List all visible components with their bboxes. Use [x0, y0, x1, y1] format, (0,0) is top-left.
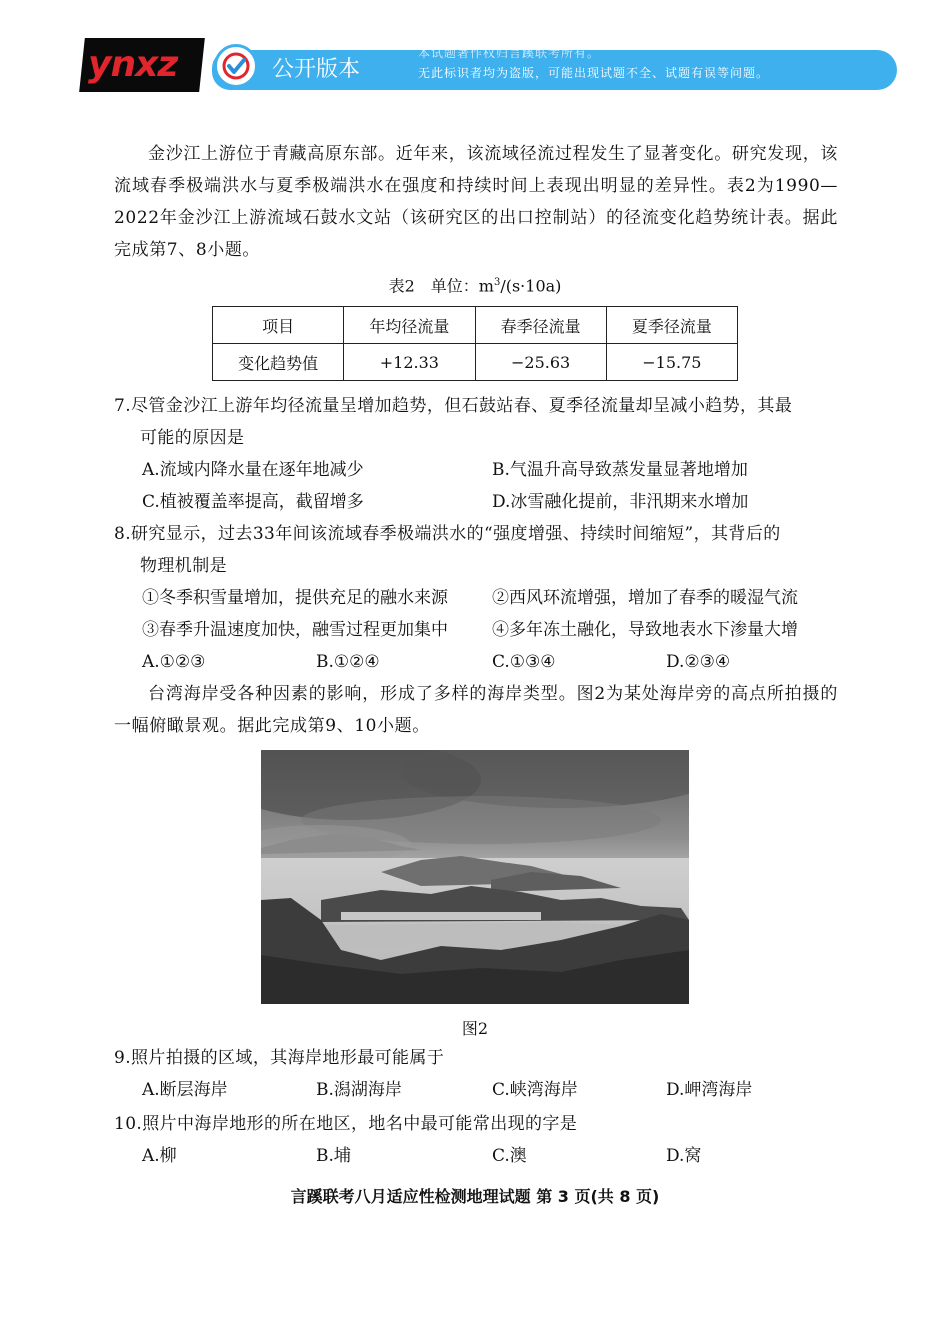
table-caption: [0, 270, 950, 299]
question-8-options: [142, 646, 842, 678]
page-footer: 言蹊联考八月适应性检测地理试题 第 3 页(共 8 页): [290, 1187, 660, 1206]
question-9: [114, 1042, 838, 1074]
runoff-trend-table: [212, 306, 738, 381]
statement-1: ①冬季积雪量增加，提供充足的融水来源: [142, 588, 448, 608]
statement-4: ④多年冻土融化，导致地表水下渗量大增: [492, 620, 798, 640]
option-b[interactable]: B.潟湖海岸: [316, 1080, 402, 1100]
table-caption-prefix: 表2 单位：m: [388, 276, 494, 296]
question-10-options: [142, 1140, 842, 1172]
question-8-stem: 8.研究显示，过去33年间该流域春季极端洪水的“强度增强、持续时间缩短”，其背后的: [114, 524, 781, 544]
option-b[interactable]: B.①②④: [316, 652, 380, 672]
table-header-cell: 春季径流量: [475, 307, 606, 344]
option-c[interactable]: C.峡湾海岸: [492, 1080, 578, 1100]
question-10-stem: 10.照片中海岸地形的所在地区，地名中最可能常出现的字是: [114, 1114, 578, 1134]
copyright-note: 本试题著作权归言蹊联考所有。: [418, 46, 601, 60]
option-a[interactable]: A.①②③: [142, 652, 206, 672]
option-a[interactable]: A.柳: [142, 1146, 177, 1166]
option-d[interactable]: D.②③④: [666, 652, 731, 672]
coastline-aerial-photo: [261, 750, 689, 1004]
check-badge-icon: [214, 44, 258, 88]
table-cell: +12.33: [344, 344, 475, 381]
option-a[interactable]: A.流域内降水量在逐年地减少: [142, 460, 364, 480]
intro-paragraph-1: 金沙江上游位于青藏高原东部。近年来，该流域径流过程发生了显著变化。研究发现，该流域春季极端洪水与夏季极端洪水在强度和持续时间上表现出明显的差异性。表2为1990—2022年金沙江上游流域石鼓水文站（该研究区的出口控制站）的径流变化趋势统计表。据此完成第7、8小题。: [114, 144, 838, 260]
question-7: [114, 390, 838, 454]
question-7-stem: 7.尽管金沙江上游年均径流量呈增加趋势，但石鼓站春、夏季径流量却呈减小趋势，其最: [114, 396, 793, 416]
question-7-stem-cont: 可能的原因是: [140, 428, 245, 448]
option-c[interactable]: C.澳: [492, 1146, 527, 1166]
option-d[interactable]: D.岬湾海岸: [666, 1080, 753, 1100]
option-b[interactable]: B.埔: [316, 1146, 351, 1166]
table-cell: 变化趋势值: [213, 344, 344, 381]
piracy-warning: 无此标识者均为盗版，可能出现试题不全、试题有误等问题。: [418, 66, 770, 80]
question-7-options-row2: [142, 486, 842, 518]
header-banner: [0, 0, 950, 100]
intro-paragraph-2: 台湾海岸受各种因素的影响，形成了多样的海岸类型。图2为某处海岸旁的高点所拍摄的一幅俯瞰景观。据此完成第9、10小题。: [114, 684, 838, 736]
option-d[interactable]: D.冰雪融化提前，非汛期来水增加: [492, 492, 749, 512]
question-9-options: [142, 1074, 842, 1106]
option-a[interactable]: A.断层海岸: [142, 1080, 228, 1100]
table-cell: −25.63: [475, 344, 606, 381]
question-8: [114, 518, 838, 582]
question-8-statements-row2: [142, 614, 842, 646]
table-caption-sup: 3: [493, 277, 501, 288]
option-c[interactable]: C.植被覆盖率提高，截留增多: [142, 492, 364, 512]
question-8-stem-cont: 物理机制是: [140, 556, 227, 576]
question-9-stem: 9.照片拍摄的区域，其海岸地形最可能属于: [114, 1048, 445, 1068]
figure-caption: 图2: [461, 1019, 489, 1038]
statement-3: ③春季升温速度加快，融雪过程更加集中: [142, 620, 448, 640]
table-header-cell: 年均径流量: [344, 307, 475, 344]
table-header-row: [213, 307, 738, 344]
table-cell: −15.75: [606, 344, 737, 381]
question-10: [114, 1108, 838, 1140]
publisher-logo: ynxz: [88, 44, 178, 85]
table-header-cell: 夏季径流量: [606, 307, 737, 344]
table-header-cell: 项目: [213, 307, 344, 344]
question-7-options-row1: [142, 454, 842, 486]
version-title: 公开版本: [272, 57, 361, 82]
option-b[interactable]: B.气温升高导致蒸发量显著地增加: [492, 460, 748, 480]
table-caption-suffix: /(s·10a): [500, 276, 562, 296]
option-d[interactable]: D.窝: [666, 1146, 702, 1166]
statement-2: ②西风环流增强，增加了春季的暖湿气流: [492, 588, 798, 608]
table-row: [213, 344, 738, 381]
question-8-statements-row1: [142, 582, 842, 614]
option-c[interactable]: C.①③④: [492, 652, 556, 672]
